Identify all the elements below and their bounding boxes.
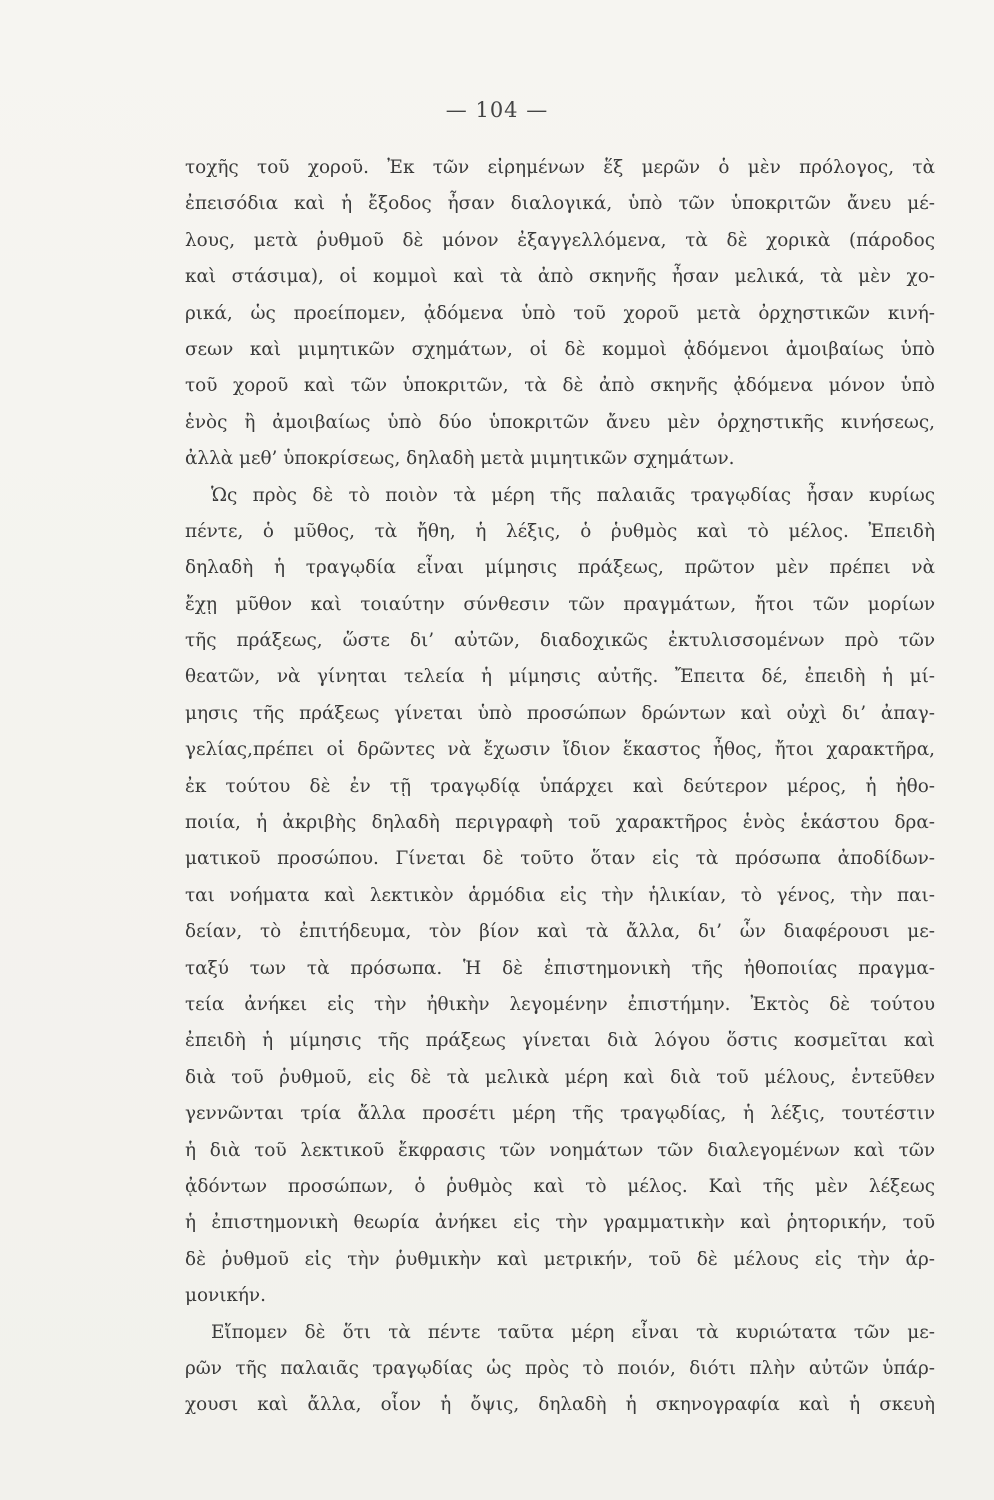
text-line: γεννῶνται τρία ἄλλα προσέτι μέρη τῆς τραγῳδίας, ἡ λέξις, τουτέστιν (185, 1103, 935, 1125)
body-text (185, 150, 935, 1424)
text-line: δὲ ῥυθμοῦ εἰς τὴν ῥυθμικὴν καὶ μετρικήν, τοῦ δὲ μέλους εἰς τὴν ἁρ- (185, 1248, 935, 1270)
text-line: ἐπειδὴ ἡ μίμησις τῆς πράξεως γίνεται διὰ λόγου ὅστις κοσμεῖται καὶ (185, 1030, 935, 1052)
text-line: ρῶν τῆς παλαιᾶς τραγῳδίας ὡς πρὸς τὸ ποιόν, διότι πλὴν αὐτῶν ὑπάρ- (185, 1357, 935, 1379)
text-line: τοῦ χοροῦ καὶ τῶν ὑποκριτῶν, τὰ δὲ ἀπὸ σκηνῆς ᾀδόμενα μόνον ὑπὸ (185, 375, 935, 397)
paragraph-2 (185, 478, 935, 1315)
text-line: δηλαδὴ ἡ τραγῳδία εἶναι μίμησις πράξεως, πρῶτον μὲν πρέπει νὰ (185, 557, 935, 579)
text-line: ἑνὸς ἢ ἀμοιβαίως ὑπὸ δύο ὑποκριτῶν ἄνευ μὲν ὀρχηστικῆς κινήσεως, (185, 411, 935, 433)
text-line: τεία ἀνήκει εἰς τὴν ἠθικὴν λεγομένην ἐπιστήμην. Ἐκτὸς δὲ τούτου (185, 993, 935, 1015)
text-line: ᾀδόντων προσώπων, ὁ ῥυθμὸς καὶ τὸ μέλος. Καὶ τῆς μὲν λέξεως (185, 1175, 935, 1197)
text-line: Εἴπομεν δὲ ὅτι τὰ πέντε ταῦτα μέρη εἶναι τὰ κυριώτατα τῶν με- (211, 1321, 935, 1343)
text-line: λους, μετὰ ῥυθμοῦ δὲ μόνον ἐξαγγελλόμενα, τὰ δὲ χορικὰ (πάροδος (185, 229, 935, 251)
text-line: δείαν, τὸ ἐπιτήδευμα, τὸν βίον καὶ τὰ ἄλλα, δι’ ὧν διαφέρουσι με- (185, 921, 935, 943)
text-line: χουσι καὶ ἄλλα, οἷον ἡ ὄψις, δηλαδὴ ἡ σκηνογραφία καὶ ἡ σκευὴ (185, 1394, 935, 1416)
text-line: σεων καὶ μιμητικῶν σχημάτων, οἱ δὲ κομμοὶ ᾀδόμενοι ἀμοιβαίως ὑπὸ (185, 338, 935, 360)
text-line: ἐπεισόδια καὶ ἡ ἔξοδος ἦσαν διαλογικά, ὑπὸ τῶν ὑποκριτῶν ἄνευ μέ- (185, 193, 935, 215)
text-line: γελίας,πρέπει οἱ δρῶντες νὰ ἔχωσιν ἴδιον ἕκαστος ἦθος, ἤτοι χαρακτῆρα, (185, 739, 935, 761)
text-line: καὶ στάσιμα), οἱ κομμοὶ καὶ τὰ ἀπὸ σκηνῆς ἦσαν μελικά, τὰ μὲν χο- (185, 266, 935, 288)
text-line: ἡ διὰ τοῦ λεκτικοῦ ἔκφρασις τῶν νοημάτων τῶν διαλεγομένων καὶ τῶν (185, 1139, 935, 1161)
text-line: ἡ ἐπιστημονικὴ θεωρία ἀνήκει εἰς τὴν γραμματικὴν καὶ ῥητορικήν, τοῦ (185, 1212, 935, 1234)
text-line: ρικά, ὡς προείπομεν, ᾀδόμενα ὑπὸ τοῦ χοροῦ μετὰ ὀρχηστικῶν κινή- (185, 302, 935, 324)
paragraph-3 (185, 1315, 935, 1424)
text-line: θεατῶν, νὰ γίνηται τελεία ἡ μίμησις αὐτῆς. Ἔπειτα δέ, ἐπειδὴ ἡ μί- (185, 666, 935, 688)
text-line: τοχῆς τοῦ χοροῦ. Ἐκ τῶν εἰρημένων ἕξ μερῶν ὁ μὲν πρόλογος, τὰ (185, 157, 935, 178)
text-line: τῆς πράξεως, ὥστε δι’ αὐτῶν, διαδοχικῶς ἐκτυλισσομένων πρὸ τῶν (185, 630, 935, 652)
text-line: διὰ τοῦ ῥυθμοῦ, εἰς δὲ τὰ μελικὰ μέρη καὶ διὰ τοῦ μέλους, ἐντεῦθεν (185, 1066, 935, 1088)
text-line: ἔχῃ μῦθον καὶ τοιαύτην σύνθεσιν τῶν πραγμάτων, ἤτοι τῶν μορίων (185, 593, 935, 615)
text-line: μησις τῆς πράξεως γίνεται ὑπὸ προσώπων δρώντων καὶ οὐχὶ δι’ ἀπαγ- (185, 702, 935, 724)
text-line: ταξύ των τὰ πρόσωπα. Ἡ δὲ ἐπιστημονικὴ τῆς ἠθοποιίας πραγμα- (185, 957, 935, 979)
text-line: ἀλλὰ μεθ’ ὑποκρίσεως, δηλαδὴ μετὰ μιμητικῶν σχημάτων. (185, 448, 735, 470)
text-line: μονικήν. (185, 1285, 266, 1307)
text-line: ἐκ τούτου δὲ ἐν τῇ τραγῳδίᾳ ὑπάρχει καὶ δεύτερον μέρος, ἡ ἠθο- (185, 775, 935, 797)
text-line: ποιία, ἡ ἀκριβὴς δηλαδὴ περιγραφὴ τοῦ χαρακτῆρος ἑνὸς ἑκάστου δρα- (185, 812, 935, 834)
paragraph-1 (185, 150, 935, 478)
text-line: ματικοῦ προσώπου. Γίνεται δὲ τοῦτο ὅταν εἰς τὰ πρόσωπα ἀποδίδων- (185, 848, 935, 870)
text-line: Ὡς πρὸς δὲ τὸ ποιὸν τὰ μέρη τῆς παλαιᾶς τραγῳδίας ἦσαν κυρίως (211, 484, 935, 506)
page-number: — 104 — (445, 98, 549, 122)
text-line: ται νοήματα καὶ λεκτικὸν ἁρμόδια εἰς τὴν ἡλικίαν, τὸ γένος, τὴν παι- (185, 884, 935, 906)
text-line: πέντε, ὁ μῦθος, τὰ ἤθη, ἡ λέξις, ὁ ῥυθμὸς καὶ τὸ μέλος. Ἐπειδὴ (185, 520, 935, 542)
